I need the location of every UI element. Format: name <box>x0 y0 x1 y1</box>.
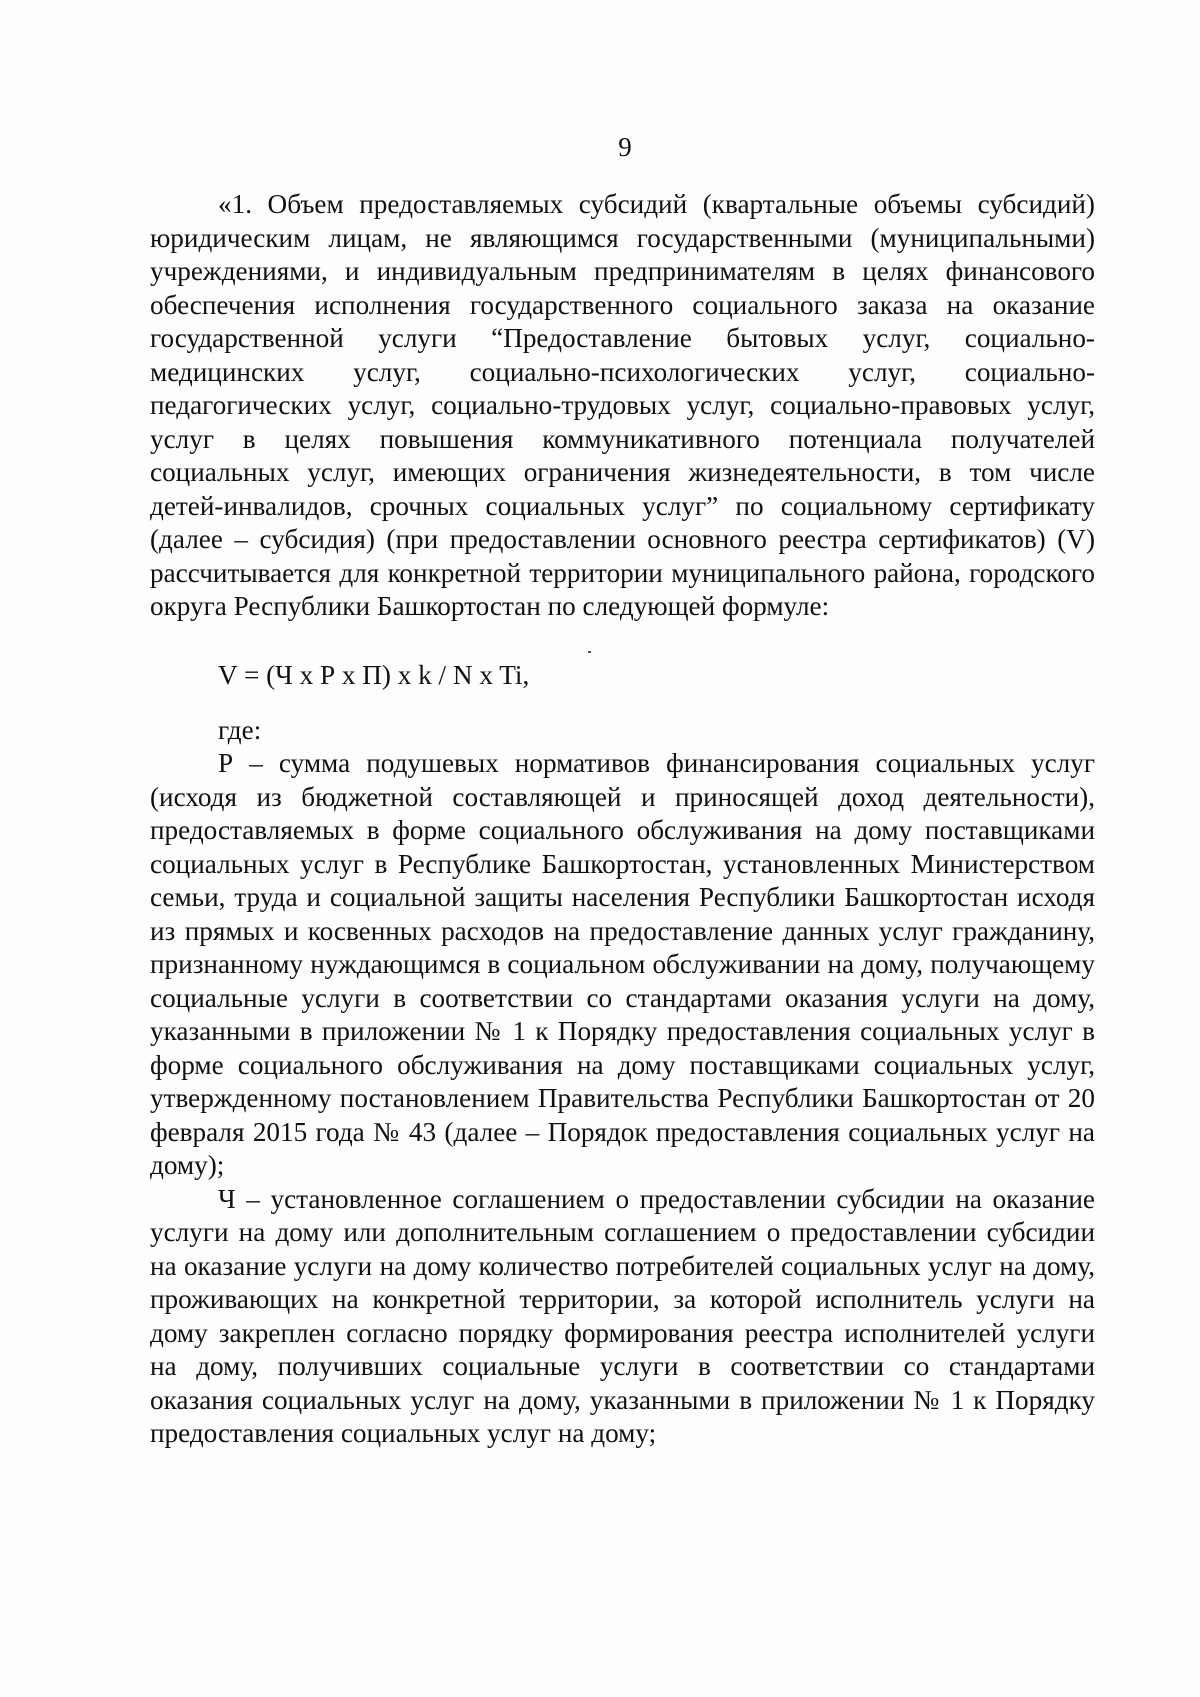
document-body <box>150 188 1095 1451</box>
paragraph-definition-ch: Ч – установленное соглашением о предоставлении субсидии на оказание услуги на дому или дополнительным соглашением о предоставлении субсидии на оказание услуги на дому количество потребителей социальных услуг на дому, проживающих на конкретной территории, за которой исполнитель услуги на дому закреплен согласно порядку формирования реестра исполнителей услуги на дому, получивших социальные услуги в соответствии со стандартами оказания социальных услуг на дому, указанными в приложении № 1 к Порядку предоставления социальных услуг на дому; <box>150 1183 1095 1448</box>
paragraph-definition-p: Р – сумма подушевых нормативов финансирования социальных услуг (исходя из бюджетной составляющей и приносящей доход деятельности), предоставляемых в форме социального обслуживания на дому поставщиками социальных услуг в Республике Башкортостан, установленных Министерством семьи, труда и социальной защиты населения Республики Башкортостан исходя из прямых и косвенных расходов на предоставление данных услуг гражданину, признанному нуждающимся в социальном обслуживании на дому, получающему социальные услуги в соответствии со стандартами оказания услуги на дому, указанными в приложении № 1 к Порядку предоставления социальных услуг в форме социального обслуживания на дому поставщиками социальных услуг, утвержденному постановлением Правительства Республики Башкортостан от 20 февраля 2015 года № 43 (далее – Порядок предоставления социальных услуг на дому); <box>150 748 1095 1180</box>
page-number: 9 <box>618 132 632 162</box>
where-label: где: <box>218 714 262 745</box>
scan-speck <box>588 651 591 653</box>
paragraph-subsidy-volume: «1. Объем предоставляемых субсидий (квартальные объемы субсидий) юридическим лицам, не являющимся государственными (муниципальными) учреждениями, и индивидуальным предпринимателям в целях финансового обеспечения исполнения государственного социального заказа на оказание государственной услуги “Предоставление бытовых услуг, социально-медицинских услуг, социально-психологических услуг, социально-педагогических услуг, социально-трудовых услуг, социально-правовых услуг, услуг в целях повышения коммуникативного потенциала получателей социальных услуг, имеющих ограничения жизнедеятельности, в том числе детей-инвалидов, срочных социальных услуг” по социальному сертификату (далее – субсидия) (при предоставлении основного реестра сертификатов) (V) рассчитывается для конкретной территории муниципального района, городского округа Республики Башкортостан по следующей формуле: <box>150 189 1095 621</box>
formula: V = (Ч x Р x П) x k / N x Ti, <box>218 659 530 690</box>
